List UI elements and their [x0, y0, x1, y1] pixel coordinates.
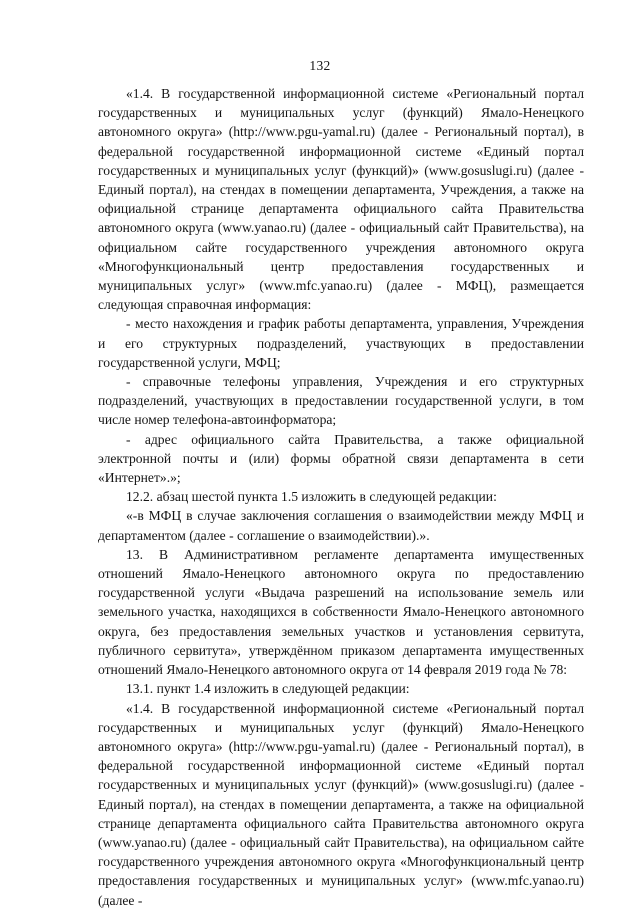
paragraph-13-regulation: 13. В Административном регламенте департамента имущественных отношений Ямало-Ненецкого автономного округа по предоставлению государственной услуги «Выдача разрешений на использование земель или земельного участка, находящихся в собственности Ямало-Ненецкого автономного округа, без предоставления земельных участков и установления сервитута, публичного сервитута», утверждённом приказом департамента имущественных отношений Ямало-Ненецкого автономного округа от 14 февраля 2019 года № 78:	[98, 546, 584, 678]
list-item-reference-phones: - справочные телефоны управления, Учреждения и его структурных подразделений, участвующих в предоставлении государственной услуги, в том числе номер телефона-автоинформатора;	[98, 374, 584, 428]
paragraph-12-2: 12.2. абзац шестой пункта 1.5 изложить в следующей редакции:	[126, 489, 497, 505]
list-item-location-schedule: - место нахождения и график работы департамента, управления, Учреждения и его структурных подразделений, участвующих в предоставлении государственной услуги, МФЦ;	[98, 316, 584, 370]
paragraph-13-1: 13.1. пункт 1.4 изложить в следующей редакции:	[126, 681, 410, 697]
paragraph-mfc-agreement: «-в МФЦ в случае заключения соглашения о взаимодействии между МФЦ и департаментом (далее - соглашение о взаимодействии).».	[98, 508, 584, 543]
page-number: 132	[309, 58, 331, 73]
paragraph-1-4-regional-portal: «1.4. В государственной информационной системе «Региональный портал государственных и муниципальных услуг (функций) Ямало-Ненецкого автономного округа» (http://www.pgu-yamal.ru) (далее - Региональный портал), в федеральной государственной информационной системе «Единый портал государственных и муниципальных услуг (функций)» (www.gosuslugi.ru) (далее - Единый портал), на стендах в помещении департамента, Учреждения, а также на официальной странице департамента официального сайта Правительства автономного округа (www.yanao.ru) (далее - официальный сайт Правительства), на официальном сайте государственного учреждения автономного округа «Многофункциональный центр предоставления государственных и муниципальных услуг» (www.mfc.yanao.ru) (далее - МФЦ), размещается следующая справочная информация:	[98, 86, 584, 313]
document-body	[98, 84, 584, 910]
paragraph-1-4-new-edition: «1.4. В государственной информационной системе «Региональный портал государственных и муниципальных услуг (функций) Ямало-Ненецкого автономного округа» (http://www.pgu-yamal.ru) (далее - Региональный портал), в федеральной государственной информационной системе «Единый портал государственных и муниципальных услуг (функций)» (www.gosuslugi.ru) (далее - Единый портал), на стендах в помещении департамента, а также на официальной странице департамента официального сайта Правительства автономного округа (www.yanao.ru) (далее - официальный сайт Правительства), на официальном сайте государственного учреждения автономного округа «Многофункциональный центр предоставления государственных и муниципальных услуг» (www.mfc.yanao.ru) (далее -	[98, 700, 584, 908]
list-item-website-address: - адрес официального сайта Правительства, а также официальной электронной почты и (или) формы обратной связи департамента в сети «Интернет».»;	[98, 431, 584, 486]
